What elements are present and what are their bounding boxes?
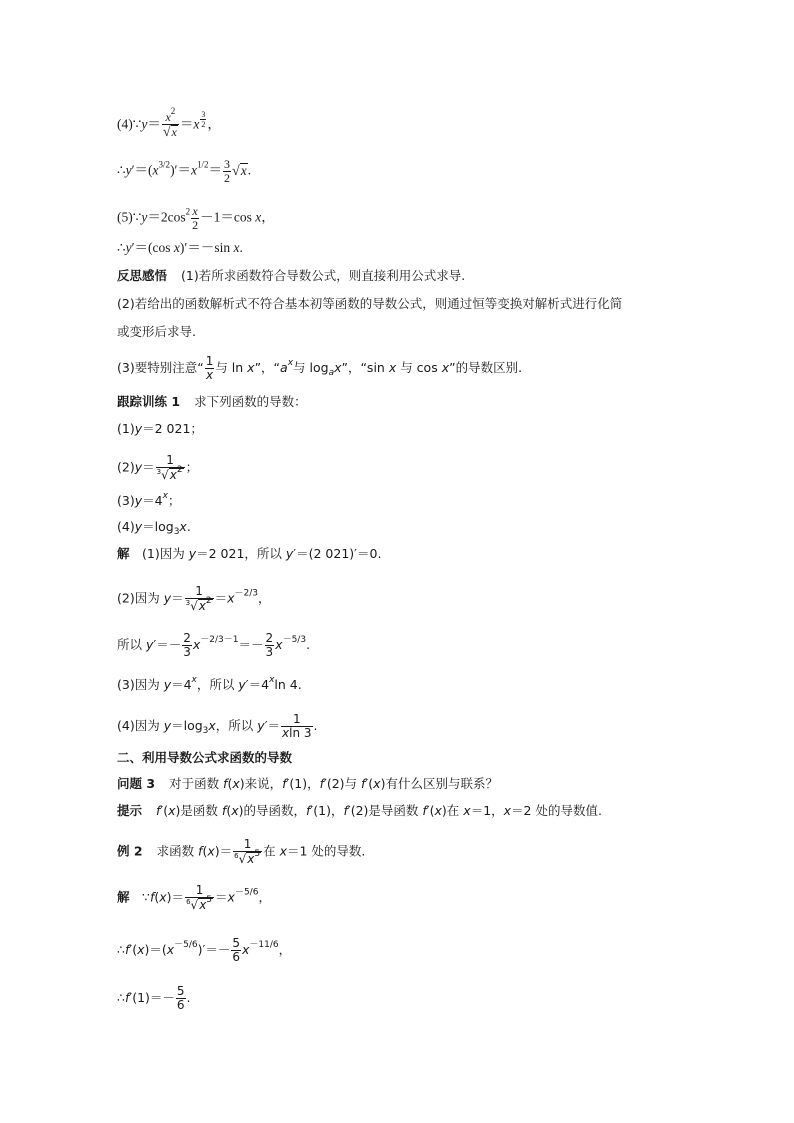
example-2: 例 2 求函数 f(x)＝ $\frac{1}{^6√x^5}$ 在 x＝1 处的导数. <box>117 837 366 866</box>
exercise-item-4: $(4)y=\log_3x$. <box>117 519 191 537</box>
answer-line-1: 解 (1)因为 y＝2 021，所以 y′＝(2 021)′＝0. <box>117 546 382 561</box>
reflection-line-4: (3)要特别注意“ $\frac{1}{x}$ 与 ln x”，“$a^x$与 $\log_ax$”，“sin x 与 cos x”的导数区别. <box>117 354 523 382</box>
example-answer-2: $\therefore f'(x)=(x^{-5/6})'=-$ $\frac{5}{6}$ $x^{-11/6}$， <box>117 936 292 964</box>
section-heading: 二、利用导数公式求函数的导数 <box>117 750 293 765</box>
exercise-item-3: $(3)y=4^x$； <box>117 491 181 508</box>
answer-line-5: (4)因为 $y=\log_3x$，所以 y′＝ $\frac{1}{xln 3}$ . <box>117 712 318 740</box>
example-answer-3: ∴f′(1)＝－ $\frac{5}{6}$ . <box>117 984 191 1012</box>
example-answer-1: 解 ∵f(x)＝ $\frac{1}{^6√x^5}$ $=x^{-5/6}$， <box>117 883 271 912</box>
solution-line-5a: $(5)\because y=2\cos^2$ $\frac{x}{2}$ －1＝cos x， <box>117 204 275 232</box>
reflection-line-1: 反思感悟 (1)若所求函数符合导数公式，则直接利用公式求导. <box>117 268 466 283</box>
exercise-title: 跟踪训练 1 求下列函数的导数： <box>117 394 307 409</box>
answer-line-3: 所以 y′＝－ $\frac{2}{3}$ $x^{-2/3-1}=-$ $\frac{2}{3}$ $x^{-5/3}$. <box>117 631 311 659</box>
solution-line-4a: (4)∵y＝ $\frac{x^2}{√x}$ ＝x $^{\frac{3}{2}}$ ， <box>117 106 221 141</box>
exercise-item-2: (2)y＝ $\frac{1}{^3√x^2}$ ； <box>117 453 199 482</box>
exercise-item-1: (1)y＝2 021； <box>117 421 203 436</box>
hint: 提示 f′(x)是函数 f(x)的导函数，f′(1)，f′(2)是导函数 f′(x)在 x＝1，x＝2 处的导数值. <box>117 803 602 818</box>
reflection-line-3: 或变形后求导. <box>117 324 196 339</box>
solution-line-5b: ∴y′＝(cos x)′＝－sin x. <box>117 240 243 255</box>
answer-line-4: (3)因为 $y=4^x$，所以 $y'=4^x\ln$ 4. <box>117 675 302 692</box>
reflection-line-2: (2)若给出的函数解析式不符合基本初等函数的导数公式，则通过恒等变换对解析式进行化简 <box>117 296 623 311</box>
question-3: 问题 3 对于函数 f(x)来说，f′(1)，f′(2)与 f′(x)有什么区别与联系？ <box>117 776 498 791</box>
answer-line-2: (2)因为 y＝ $\frac{1}{^3√x^2}$ $=x^{-2/3}$， <box>117 584 271 613</box>
solution-line-4b: $\therefore y'=(x^{3/2})'=x^{1/2}=$ $\frac{3}{2}$ √x. <box>117 157 252 185</box>
